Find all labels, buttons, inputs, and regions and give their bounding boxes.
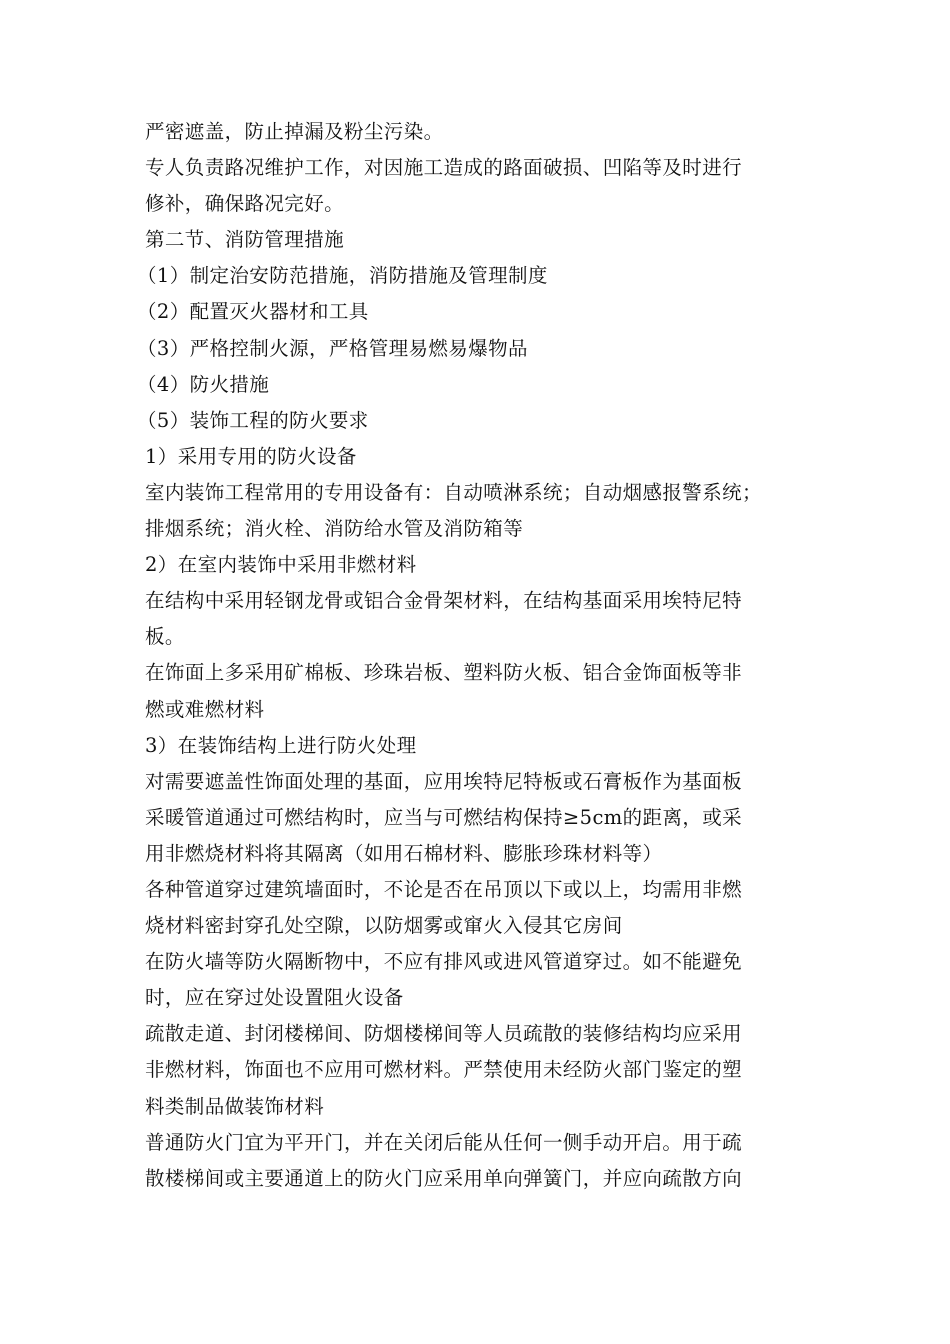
list-item: （4）防火措施 bbox=[137, 372, 270, 396]
text-line: 烧材料密封穿孔处空隙，以防烟雾或窜火入侵其它房间 bbox=[145, 914, 623, 938]
text-line: 时，应在穿过处设置阻火设备 bbox=[145, 986, 404, 1010]
sub-heading: 2）在室内装饰中采用非燃材料 bbox=[145, 553, 417, 577]
text-line: 料类制品做装饰材料 bbox=[145, 1094, 325, 1118]
text-line: 在防火墙等防火隔断物中，不应有排风或进风管道穿过。如不能避免 bbox=[145, 950, 743, 974]
section-heading: 第二节、消防管理措施 bbox=[145, 228, 345, 252]
text-line: 用非燃烧材料将其隔离（如用石棉材料、膨胀珍珠材料等） bbox=[145, 841, 663, 865]
body-text bbox=[137, 114, 835, 1197]
text-line: 对需要遮盖性饰面处理的基面，应用埃特尼特板或石膏板作为基面板 bbox=[145, 769, 743, 793]
text-line: 严密遮盖，防止掉漏及粉尘污染。 bbox=[145, 120, 444, 143]
text-line: 燃或难燃材料 bbox=[145, 697, 265, 721]
text-line: 散楼梯间或主要通道上的防火门应采用单向弹簧门，并应向疏散方向 bbox=[145, 1166, 743, 1190]
text-line: 普通防火门宜为平开门，并在关闭后能从任何一侧手动开启。用于疏 bbox=[145, 1130, 743, 1154]
list-item: （1）制定治安防范措施，消防措施及管理制度 bbox=[137, 264, 548, 288]
text-line: 板。 bbox=[145, 625, 185, 649]
text-line: 修补，确保路况完好。 bbox=[145, 192, 345, 216]
text-line: 采暖管道通过可燃结构时，应当与可燃结构保持≥5cm的距离，或采 bbox=[145, 805, 743, 829]
sub-heading: 1）采用专用的防火设备 bbox=[145, 444, 357, 468]
text-line: 专人负责路况维护工作，对因施工造成的路面破损、凹陷等及时进行 bbox=[145, 156, 743, 180]
text-line: 室内装饰工程常用的专用设备有：自动喷淋系统；自动烟感报警系统； bbox=[145, 480, 762, 504]
list-item: （3）严格控制火源，严格管理易燃易爆物品 bbox=[137, 336, 528, 360]
list-item: （2）配置灭火器材和工具 bbox=[137, 300, 369, 324]
text-line: 各种管道穿过建筑墙面时，不论是否在吊顶以下或以上，均需用非燃 bbox=[145, 877, 743, 901]
list-item: （5）装饰工程的防火要求 bbox=[137, 408, 369, 432]
text-line: 非燃材料，饰面也不应用可燃材料。严禁使用未经防火部门鉴定的塑 bbox=[145, 1058, 743, 1082]
sub-heading: 3）在装饰结构上进行防火处理 bbox=[145, 733, 417, 757]
text-line: 疏散走道、封闭楼梯间、防烟楼梯间等人员疏散的装修结构均应采用 bbox=[145, 1022, 743, 1046]
text-line: 在饰面上多采用矿棉板、珍珠岩板、塑料防火板、铝合金饰面板等非 bbox=[145, 661, 743, 685]
text-line: 在结构中采用轻钢龙骨或铝合金骨架材料，在结构基面采用埃特尼特 bbox=[145, 589, 743, 613]
text-line: 排烟系统；消火栓、消防给水管及消防箱等 bbox=[145, 517, 524, 541]
